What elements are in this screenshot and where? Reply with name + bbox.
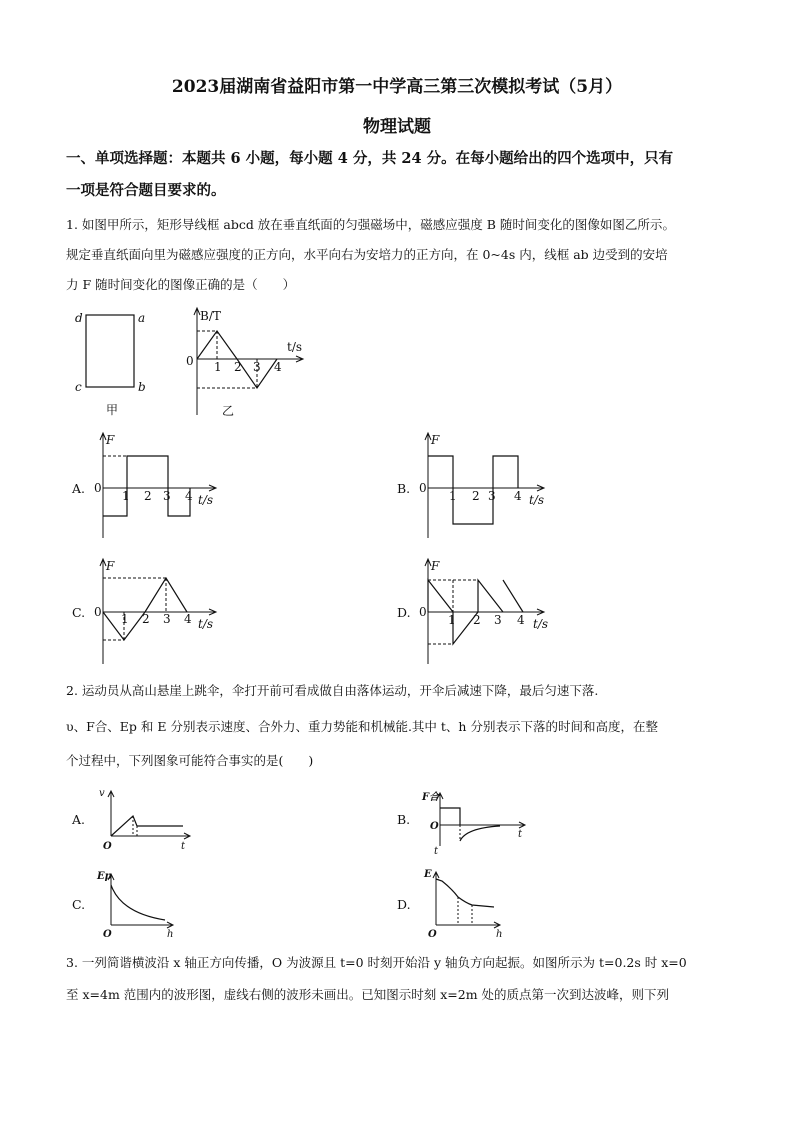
q1-option-c-label[interactable]: C. <box>72 605 86 620</box>
svg-text:0: 0 <box>94 605 102 619</box>
figure-yi-bt-graph <box>180 305 310 420</box>
svg-text:F合: F合 <box>422 792 440 803</box>
svg-text:t/s: t/s <box>529 493 545 507</box>
axis-label-t: t/s <box>287 340 303 354</box>
svg-text:4: 4 <box>185 489 193 503</box>
q1-line3: 力 F 随时间变化的图像正确的是（ ） <box>66 277 296 292</box>
tick-3: 3 <box>253 360 261 374</box>
svg-text:0: 0 <box>419 481 427 495</box>
svg-text:1: 1 <box>449 489 457 503</box>
svg-text:t: t <box>518 829 523 840</box>
svg-text:O: O <box>428 929 437 939</box>
f-triangle-curve <box>103 578 187 640</box>
q1-option-b-label[interactable]: B. <box>397 481 411 496</box>
svg-text:t/s: t/s <box>198 617 214 631</box>
q1-option-b-graph[interactable] <box>415 430 555 542</box>
f-step-curve <box>103 456 190 516</box>
svg-text:1: 1 <box>121 612 129 626</box>
svg-text:1: 1 <box>448 613 456 627</box>
svg-text:F: F <box>431 559 440 573</box>
svg-text:2: 2 <box>142 612 150 626</box>
svg-text:2: 2 <box>473 613 481 627</box>
svg-text:3: 3 <box>163 489 171 503</box>
origin-label: 0 <box>186 354 194 368</box>
svg-text:4: 4 <box>517 613 525 627</box>
corner-c: c <box>75 380 82 394</box>
q1-option-d-graph[interactable] <box>415 556 555 668</box>
svg-text:0: 0 <box>94 481 102 495</box>
q2-option-b-graph[interactable] <box>420 786 530 856</box>
tick-2: 2 <box>234 360 242 374</box>
q1-option-c-graph[interactable] <box>90 556 225 668</box>
svg-text:O: O <box>103 929 112 939</box>
svg-text:3: 3 <box>163 612 171 626</box>
svg-text:t: t <box>181 841 186 852</box>
q1-option-a-label[interactable]: A. <box>72 481 86 496</box>
q2-option-d-label[interactable]: D. <box>397 897 411 912</box>
q1-option-a-graph[interactable] <box>90 430 225 542</box>
corner-b: b <box>138 380 146 394</box>
tick-1: 1 <box>214 360 222 374</box>
q2-option-d-graph[interactable] <box>420 867 510 939</box>
q3-line2: 至 x=4m 范围内的波形图，虚线右侧的波形未画出。已知图示时刻 x=2m 处的质点第一次到达波峰，则下列 <box>66 987 670 1002</box>
exam-subtitle: 物理试题 <box>363 117 431 137</box>
svg-text:4: 4 <box>514 489 522 503</box>
svg-text:v: v <box>99 788 105 799</box>
q1-line1: 1. 如图甲所示，矩形导线框 abcd 放在垂直纸面的匀强磁场中，磁感应强度 B 随时间变化的图像如图乙所示。 <box>66 217 675 232</box>
axis-label-b: B/T <box>200 309 221 323</box>
svg-text:F: F <box>106 433 115 447</box>
caption-jia: 甲 <box>106 403 119 417</box>
q2-line2: υ、F合、Ep 和 E 分别表示速度、合外力、重力势能和机械能.其中 t、h 分别表示下落的时间和高度，在整 <box>66 719 658 734</box>
svg-text:3: 3 <box>488 489 496 503</box>
q1-line2: 规定垂直纸面向里为磁感应强度的正方向，水平向右为安培力的正方向，在 0~4s 内，线框 ab 边受到的安培 <box>66 247 668 262</box>
q2-option-a-label[interactable]: A. <box>72 812 86 827</box>
q2-line1: 2. 运动员从高山悬崖上跳伞，伞打开前可看成做自由落体运动，开伞后减速下降，最后匀速下落. <box>66 683 599 698</box>
svg-text:1: 1 <box>122 489 130 503</box>
svg-text:O: O <box>430 821 439 832</box>
figure-jia-loop <box>70 305 160 420</box>
svg-text:t/s: t/s <box>198 493 214 507</box>
q2-option-b-label[interactable]: B. <box>397 812 411 827</box>
q2-option-c-label[interactable]: C. <box>72 897 86 912</box>
svg-text:2: 2 <box>144 489 152 503</box>
q3-line1: 3. 一列简谐横波沿 x 轴正方向传播，O 为波源且 t=0 时刻开始沿 y 轴负方向起振。如图所示为 t=0.2s 时 x=0 <box>66 955 687 970</box>
svg-text:F: F <box>431 433 440 447</box>
svg-text:3: 3 <box>494 613 502 627</box>
caption-yi: 乙 <box>222 404 235 418</box>
q2-option-a-graph[interactable] <box>95 786 195 856</box>
tick-4: 4 <box>274 360 282 374</box>
svg-text:Ep: Ep <box>97 871 112 882</box>
q2-line3: 个过程中，下列图象可能符合事实的是( ) <box>66 753 314 768</box>
svg-text:F: F <box>106 559 115 573</box>
svg-text:O: O <box>103 841 112 852</box>
svg-text:E: E <box>424 869 432 880</box>
svg-text:h: h <box>167 929 174 939</box>
q2-option-c-graph[interactable] <box>95 867 195 939</box>
corner-a: a <box>138 311 146 325</box>
loop-rectangle <box>86 315 134 387</box>
section-heading-line2: 一项是符合题目要求的。 <box>66 182 226 199</box>
corner-d: d <box>75 311 83 325</box>
svg-text:t/s: t/s <box>533 617 549 631</box>
svg-text:t: t <box>434 846 439 856</box>
exam-title: 2023届湖南省益阳市第一中学高三第三次模拟考试（5月） <box>171 77 623 97</box>
section-heading-line1: 一、单项选择题：本题共 6 小题，每小题 4 分，共 24 分。在每小题给出的四个选项中，只有 <box>66 150 674 167</box>
svg-text:4: 4 <box>184 612 192 626</box>
q1-option-d-label[interactable]: D. <box>397 605 411 620</box>
svg-text:h: h <box>496 929 503 939</box>
svg-text:0: 0 <box>419 605 427 619</box>
svg-text:2: 2 <box>472 489 480 503</box>
